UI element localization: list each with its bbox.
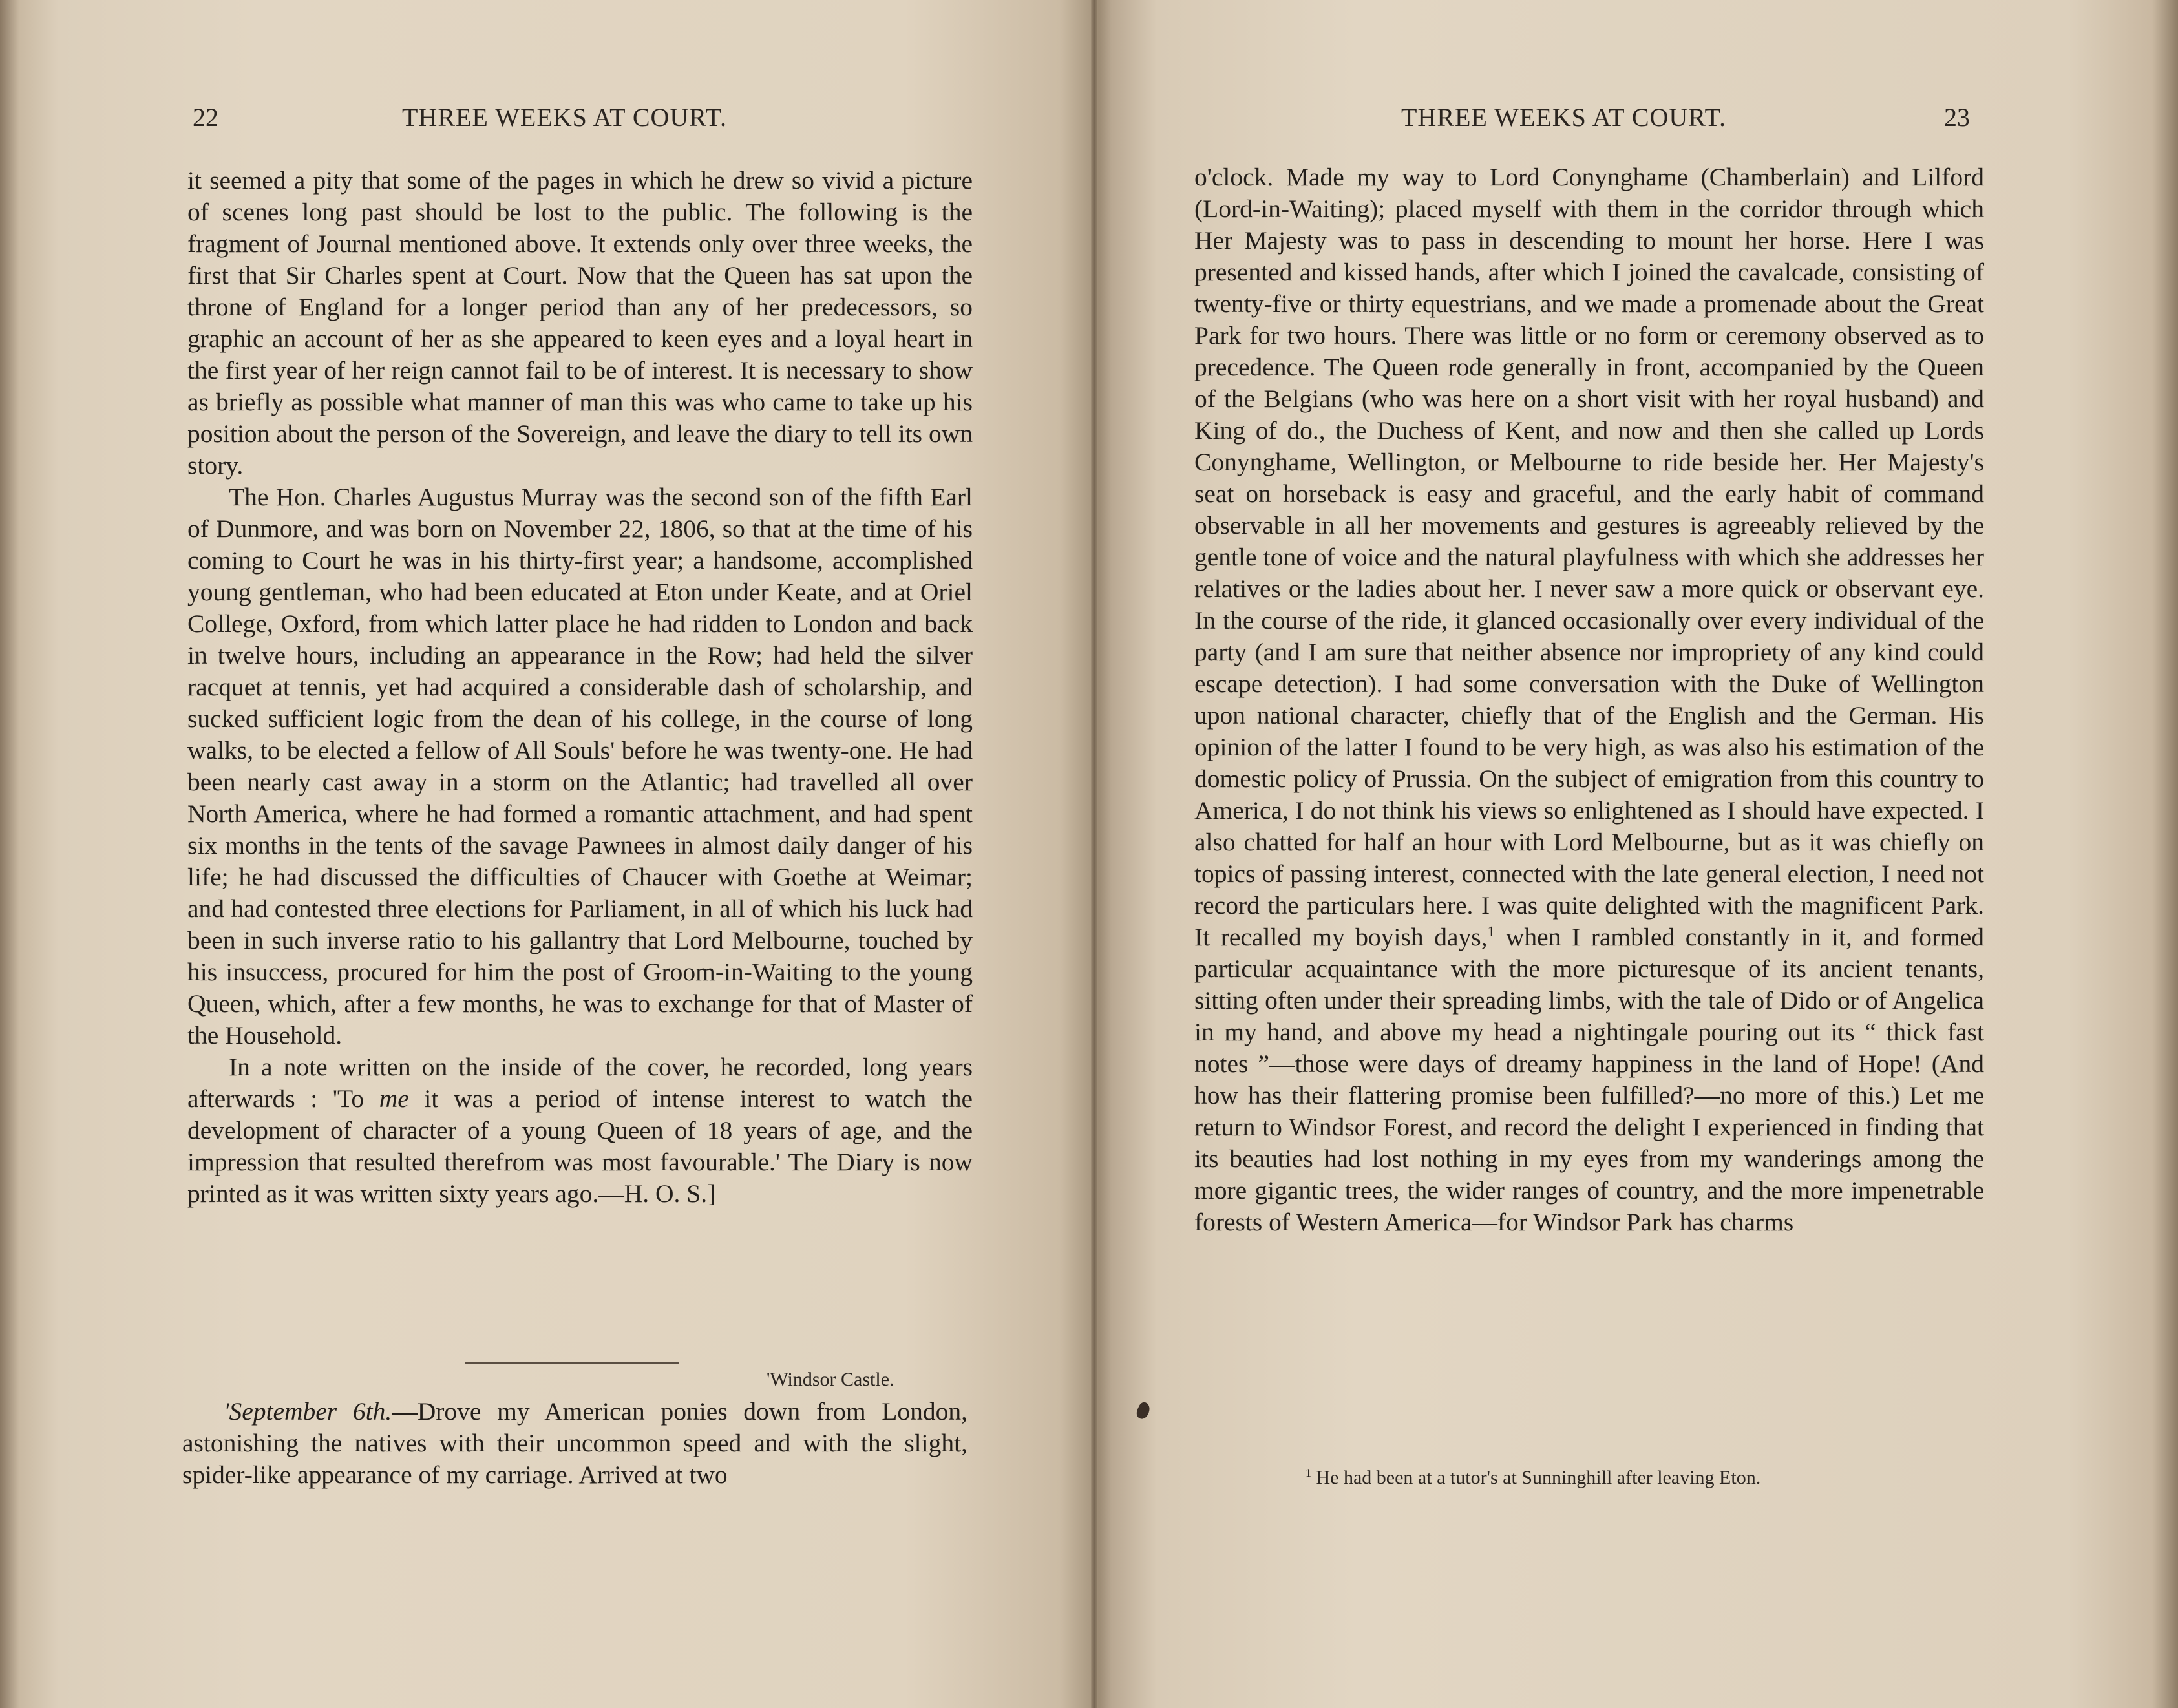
- page-number: 22: [193, 103, 218, 132]
- note-text-start: In a note written on the inside of the cover, he recorded, long years afterwards : 'To: [187, 1053, 973, 1113]
- footnote-text: He had been at a tutor's at Sunninghill after leaving Eton.: [1311, 1467, 1761, 1488]
- running-head: THREE WEEKS AT COURT.: [1401, 103, 1727, 132]
- paragraph: [1194, 162, 1984, 1238]
- right-page-body: [1194, 162, 1984, 1238]
- paragraph: [182, 1396, 967, 1491]
- left-page-body: [187, 165, 973, 1210]
- place-heading: 'Windsor Castle.: [767, 1369, 894, 1390]
- diary-text: —Drove my American ponies down from London, astonishing the natives with their uncommon speed and with the slight, spider-like appearance of my carriage. Arrived at two: [182, 1397, 967, 1489]
- section-rule: [465, 1362, 679, 1364]
- right-page: [1097, 0, 2178, 1708]
- diary-entry: [182, 1396, 967, 1491]
- footnote-number: 1: [1306, 1466, 1311, 1479]
- paragraph: [187, 1051, 973, 1210]
- emphasis-text: me: [379, 1084, 409, 1113]
- paragraph: it seemed a pity that some of the pages in which he drew so vivid a picture of scenes long past should be lost to the public. The following is the fragment of Journal mentioned above. It extends only over three weeks, the first that Sir Charles spent at Court. Now that the Queen has sat upon the throne of England for a longer period than any of her predecessors, so graphic an account of her as she appeared to keen eyes and a loyal heart in the first year of her reign cannot fail to be of interest. It is necessary to show as briefly as possible what manner of man this was who came to take up his position about the person of the Sovereign, and leave the diary to tell its own story.: [187, 166, 973, 480]
- body-text: when I rambled constantly in it, and formed particular acquaintance with the more picturesque of its ancient tenants, sitting often under their spreading limbs, with the tale of Dido or of Angelica in my hand, and above my head a nightingale pouring out its “ thick fast notes ”—those were days of dreamy happiness in the land of Hope! (And how has their flattering promise been fulfilled?—no more of this.) Let me return to Windsor Forest, and record the delight I experienced in finding that its beauties had lost nothing in my eyes from my wanderings among the more gigantic trees, the wider ranges of country, and the more impenetrable forests of Western America—for Windsor Park has charms: [1194, 923, 1984, 1236]
- body-text: o'clock. Made my way to Lord Conynghame (Chamberlain) and Lilford (Lord-in-Waiting); placed myself with them in the corridor through which Her Majesty was to pass in descending to mount her horse. Here I was presented and kissed hands, after which I joined the cavalcade, consisting of twenty-five or thirty equestrians, and we made a promenade about the Great Park for two hours. There was little or no form or ceremony observed as to precedence. The Queen rode generally in front, accompanied by the Queen of the Belgians (who was here on a short visit with her royal husband) and King of do., the Duchess of Kent, and now and then she called up Lords Conynghame, Wellington, or Melbourne to ride beside her. Her Majesty's seat on horseback is easy and graceful, and the early habit of command observable in all her movements and gestures is agreeably relieved by the gentle tone of voice and the natural playfulness with which she addresses her relatives or the ladies about her. I never saw a more quick or observant eye. In the course of the ride, it glanced occasionally over every individual of the party (and I am sure that neither absence nor impropriety of any kind could escape detection). I had some conversation with the Duke of Wellington upon national character, chiefly that of the English and the German. His opinion of the latter I found to be very high, as was also his estimation of the domestic policy of Prussia. On the subject of emigration from this country to America, I do not think his views so enlightened as I should have expected. I also chatted for half an hour with Lord Melbourne, but as it was chiefly on topics of passing interest, connected with the late general election, I need not record the particulars here. I was quite delighted with the magnificent Park. It recalled my boyish days,: [1194, 163, 1984, 951]
- ink-mark: [1134, 1400, 1152, 1420]
- page-number: 23: [1944, 103, 1970, 132]
- note-text-end: it was a period of intense interest to watch the development of character of a young Queen of 18 years of age, and the impression that resulted therefrom was most favourable.' The Diary is now printed as it was written sixty years ago.—H. O. S.]: [187, 1084, 973, 1208]
- running-head: THREE WEEKS AT COURT.: [402, 103, 728, 132]
- diary-date: 'September 6th.: [224, 1397, 392, 1426]
- footnote: [1306, 1467, 1760, 1489]
- paragraph: The Hon. Charles Augustus Murray was the second son of the fifth Earl of Dunmore, and was born on November 22, 1806, so that at the time of his coming to Court he was in his thirty-first year; a handsome, accomplished young gentleman, who had been educated at Eton under Keate, and at Oriel College, Oxford, from which latter place he had ridden to London and back in twelve hours, including an appearance in the Row; had held the silver racquet at tennis, yet had acquired a considerable dash of scholarship, and sucked sufficient logic from the dean of his college, in the course of long walks, to be elected a fellow of All Souls' before he was twenty-one. He had been nearly cast away in a storm on the Atlantic; had travelled all over North America, where he had formed a romantic attachment, and had spent six months in the tents of the savage Pawnees in almost daily danger of his life; he had discussed the difficulties of Chaucer with Goethe at Weimar; and had contested three elections for Parliament, in all of which his luck had been in such inverse ratio to his gallantry that Lord Melbourne, touched by his insuccess, procured for him the post of Groom-in-Waiting to the young Queen, which, after a few months, he was to exchange for that of Master of the Household.: [187, 483, 973, 1049]
- footnote-reference: 1: [1487, 923, 1496, 940]
